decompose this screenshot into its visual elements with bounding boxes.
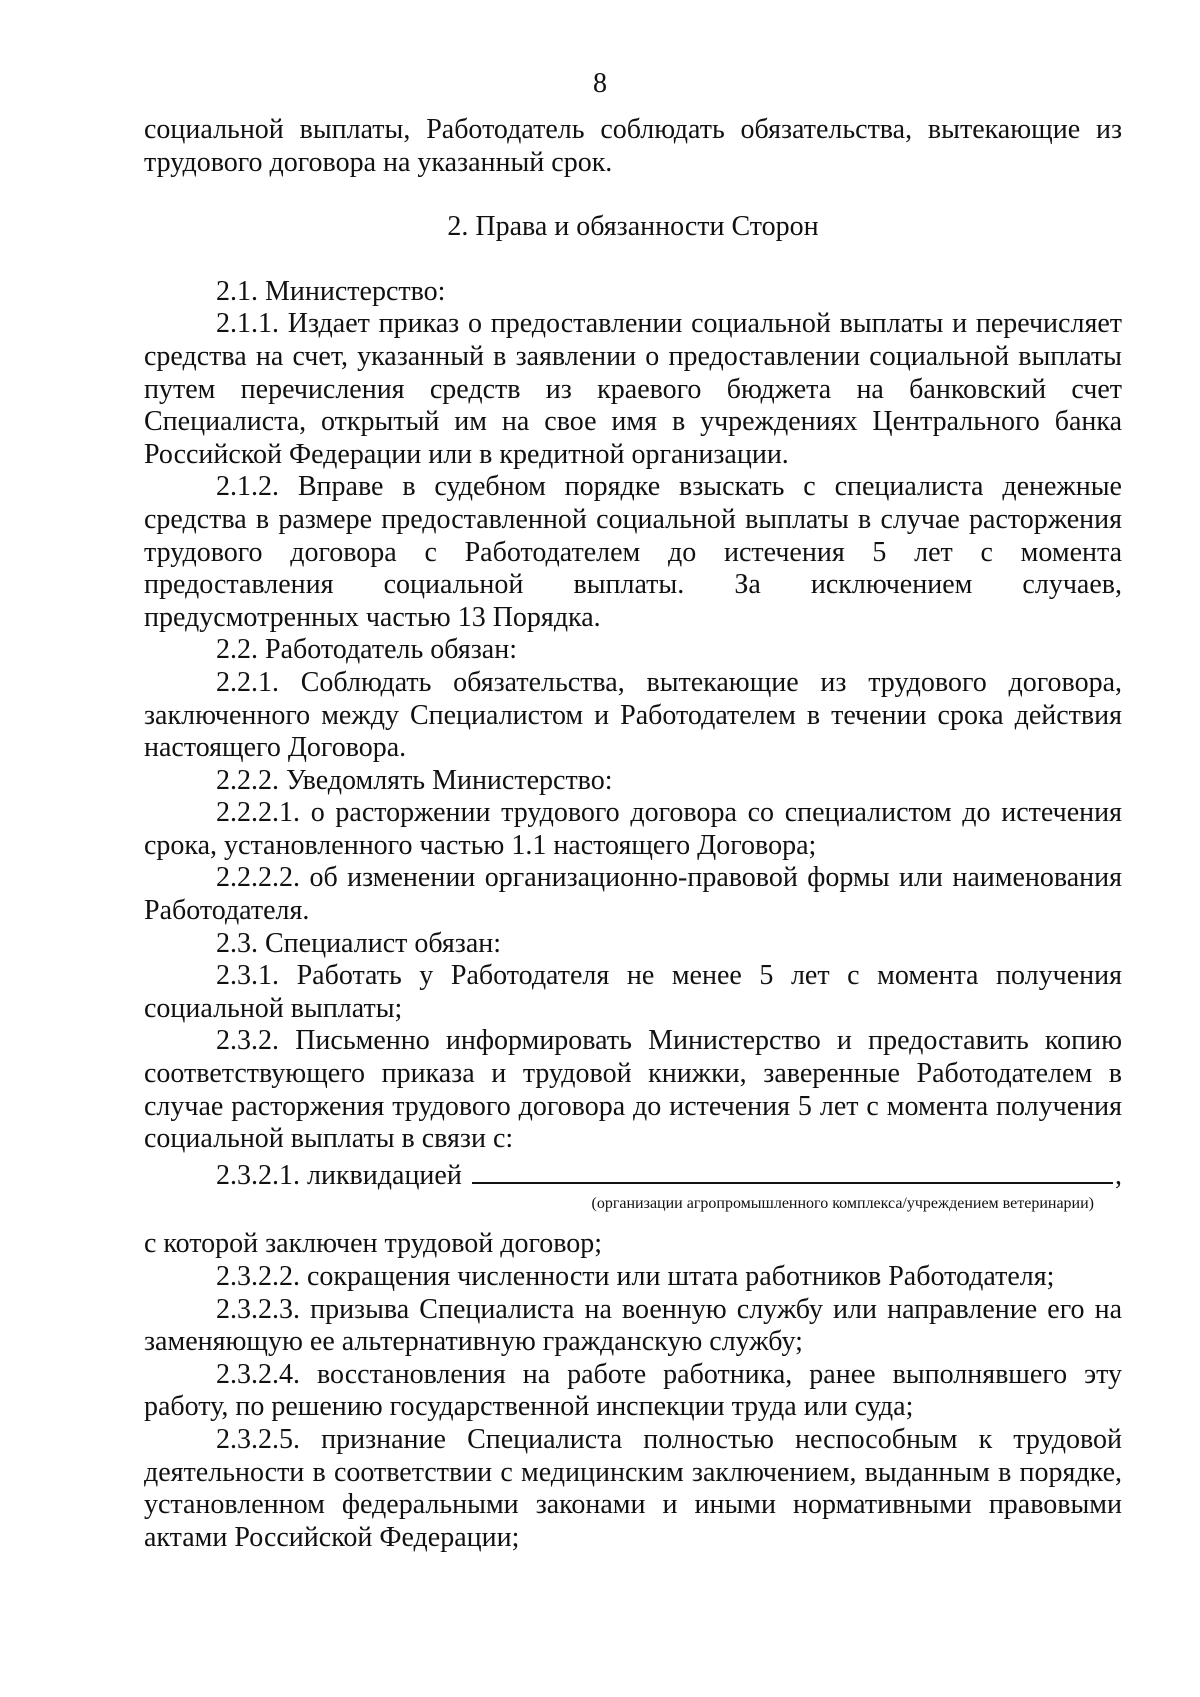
clause-2-1-2: 2.1.2. Вправе в судебном порядке взыскать с специалиста денежные средства в размере предоставленной социальной выплаты в случае расторжения трудового договора с Работодателем до истечения 5 лет с момента предоставления социальной выплаты. За исключением случаев, предусмотренных частью 13 Порядка.: [144, 471, 1122, 633]
clause-2-2-2: 2.2.2. Уведомлять Министерство:: [216, 764, 613, 796]
blank-hint-caption: (организации агропромышленного комплекса/учреждением ветеринарии): [591, 1195, 1094, 1213]
page-number: 8: [593, 68, 607, 99]
section-heading: 2. Права и обязанности Сторон: [447, 211, 819, 243]
clause-2-3-2-1-row: [144, 1156, 1122, 1193]
clause-2-3: 2.3. Специалист обязан:: [216, 927, 502, 959]
document-body: [144, 114, 1122, 1554]
clause-2-2: 2.2. Работодатель обязан:: [216, 634, 517, 666]
clause-2-3-2-1-continuation: с которой заключен трудовой договор;: [144, 1228, 603, 1260]
clause-2-3-2-4: 2.3.2.4. восстановления на работе работника, ранее выполнявшего эту работу, по решению государственной инспекции труда или суда;: [144, 1358, 1122, 1423]
clause-2-3-1: 2.3.1. Работать у Работодателя не менее 5 лет с момента получения социальной выплаты;: [144, 960, 1122, 1024]
clause-2-3-2: 2.3.2. Письменно информировать Министерство и предоставить копию соответствующего приказа и трудовой книжки, заверенные Работодателем в случае расторжения трудового договора до истечения 5 лет с момента получения социальной выплаты в связи с:: [144, 1025, 1122, 1155]
paragraph-continuation: социальной выплаты, Работодатель соблюдать обязательства, вытекающие из трудового договора на указанный срок.: [144, 114, 1122, 178]
clause-2-3-2-1-comma: ,: [1115, 1159, 1122, 1191]
clause-2-2-2-1: 2.2.2.1. о расторжении трудового договора со специалистом до истечения срока, установленного частью 1.1 настоящего Договора;: [144, 797, 1122, 861]
clause-2-3-2-2: 2.3.2.2. сокращения численности или штата работников Работодателя;: [216, 1261, 1055, 1292]
clause-2-3-2-5: 2.3.2.5. признание Специалиста полностью неспособным к трудовой деятельности в соответствии с медицинским заключением, выданным в порядке, установленном федеральными законами и иными нормативными правовыми актами Российской Федерации;: [144, 1423, 1122, 1553]
clause-2-2-1: 2.2.1. Соблюдать обязательства, вытекающие из трудового договора, заключенного между Специалистом и Работодателем в течении срока действия настоящего Договора.: [144, 666, 1122, 764]
fill-in-blank-line[interactable]: [472, 1156, 1113, 1184]
clause-2-3-2-1-label: 2.3.2.1. ликвидацией: [216, 1159, 462, 1191]
clause-2-1: 2.1. Министерство:: [216, 275, 446, 307]
clause-2-2-2-2: 2.2.2.2. об изменении организационно-правовой формы или наименования Работодателя.: [144, 862, 1122, 927]
clause-2-1-1: 2.1.1. Издает приказ о предоставлении социальной выплаты и перечисляет средства на счет, указанный в заявлении о предоставлении социальной выплаты путем перечисления средств из краевого бюджета на банковский счет Специалиста, открытый им на свое имя в учреждениях Центрального банка Российской Федерации или в кредитной организации.: [144, 308, 1122, 470]
clause-2-3-2-3: 2.3.2.3. призыва Специалиста на военную службу или направление его на заменяющую ее альтернативную гражданскую службу;: [144, 1293, 1122, 1358]
